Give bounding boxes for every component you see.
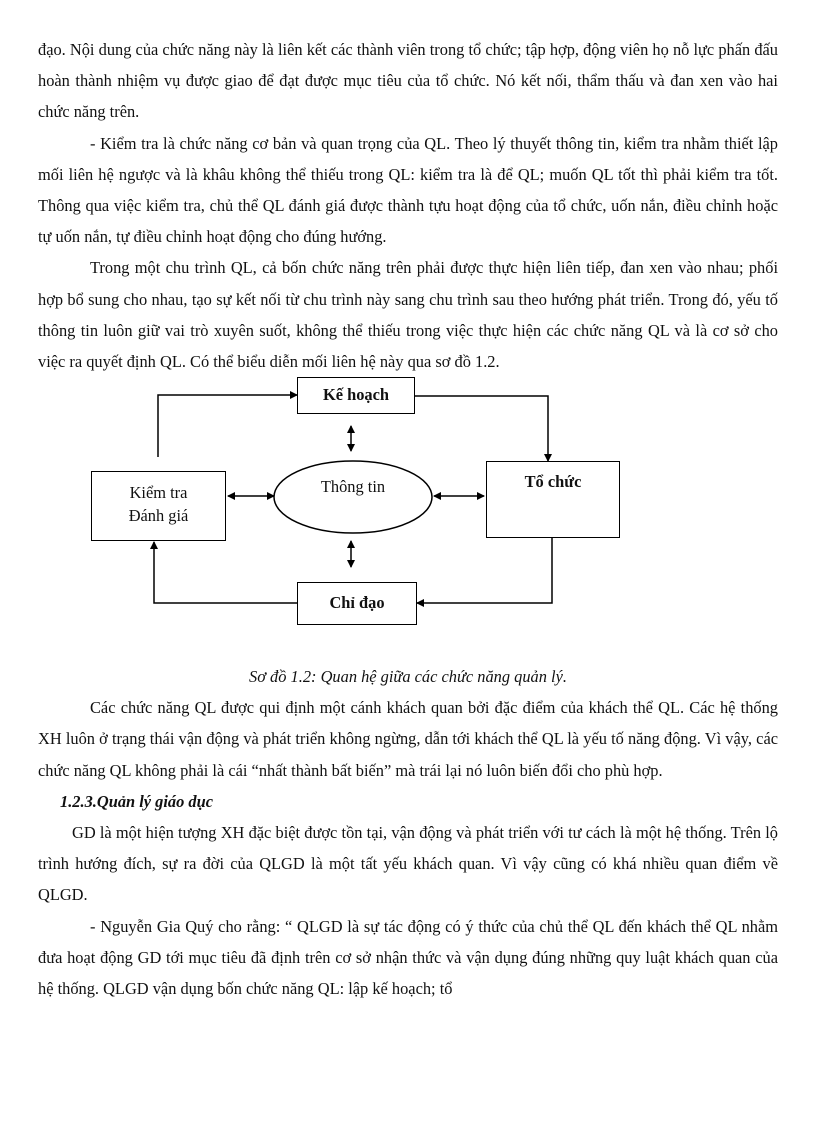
check-box <box>91 471 226 541</box>
diagram-caption: Sơ đồ 1.2: Quan hệ giữa các chức năng quản lý. <box>249 667 567 687</box>
management-functions-diagram <box>38 377 778 661</box>
check-label-line1: Kiểm tra <box>129 483 188 503</box>
arrow-check-to-plan <box>158 395 297 457</box>
info-label: Thông tin <box>320 477 386 497</box>
arrow-organize-to-direct <box>417 538 552 603</box>
organize-box <box>486 461 620 538</box>
direct-box <box>297 582 417 625</box>
organize-label: Tổ chức <box>524 472 582 492</box>
paragraph-nguyen-gia-quy: - Nguyễn Gia Quý cho rằng: “ QLGD là sự tác động có ý thức của chủ thể QL đến khách thể QL nhằm đưa hoạt động GD tới mục tiêu đã định trên cơ sở nhận thức và vận dụng đúng những quy luật khách quan của hệ thống. QLGD vận dụng bốn chức năng QL: lập kế hoạch; tổ <box>38 916 778 999</box>
document-page <box>38 34 778 1004</box>
paragraph-management-cycle: Trong một chu trình QL, cả bốn chức năng trên phải được thực hiện liên tiếp, đan xen vào nhau; phối hợp bổ sung cho nhau, tạo sự kết nối từ chu trình này sang chu trình sau theo hướng phát triển. Trong đó, yếu tố thông tin luôn giữ vai trò xuyên suốt, không thể thiếu trong việc thực hiện các chức năng QL và là cơ sở cho việc ra quyết định QL. Có thể biểu diễn mối liên hệ này qua sơ đồ 1.2. <box>38 258 778 372</box>
plan-box <box>297 377 415 414</box>
arrow-plan-to-organize <box>415 396 548 461</box>
paragraph-functions-objective: Các chức năng QL được qui định một cánh khách quan bởi đặc điểm của khách thể QL. Các hệ thống XH luôn ở trạng thái vận động và phát triển không ngừng, dẫn tới khách thể QL là yếu tố năng động. Vì vậy, các chức năng QL không phải là cái “nhất thành bất biến” mà trái lại nó luôn biến đổi cho phù hợp. <box>38 698 778 780</box>
direct-label: Chỉ đạo <box>329 593 385 613</box>
arrow-direct-to-check <box>154 542 297 603</box>
paragraph-directing-continuation: đạo. Nội dung của chức năng này là liên kết các thành viên trong tổ chức; tập hợp, động viên họ nỗ lực phấn đấu hoàn thành nhiệm vụ được giao để đạt được mục tiêu của tổ chức. Nó kết nối, thẩm thấu và đan xen vào hai chức năng trên. <box>38 40 778 122</box>
check-label-line2: Đánh giá <box>128 506 189 526</box>
paragraph-checking-function: - Kiểm tra là chức năng cơ bản và quan trọng của QL. Theo lý thuyết thông tin, kiểm tra nhằm thiết lập mối liên hệ ngược và là khâu không thể thiếu trong QL: kiểm tra là để QL; muốn QL tốt thì phải kiểm tra tốt. Thông qua việc kiểm tra, chủ thể QL đánh giá được thành tựu hoạt động của tổ chức, uốn nắn, điều chỉnh hoặc tự uốn nắn, tự điều chỉnh hoạt động cho đúng hướng. <box>38 133 778 247</box>
paragraph-education-system: GD là một hiện tượng XH đặc biệt được tồn tại, vận động và phát triển với tư cách là một hệ thống. Trên lộ trình hướng đích, sự ra đời của QLGD là một tất yếu khách quan. Vì vậy cũng có khá nhiều quan điểm về QLGD. <box>38 823 778 905</box>
section-heading: 1.2.3.Quản lý giáo dục <box>60 791 213 811</box>
plan-label: Kế hoạch <box>322 385 390 405</box>
